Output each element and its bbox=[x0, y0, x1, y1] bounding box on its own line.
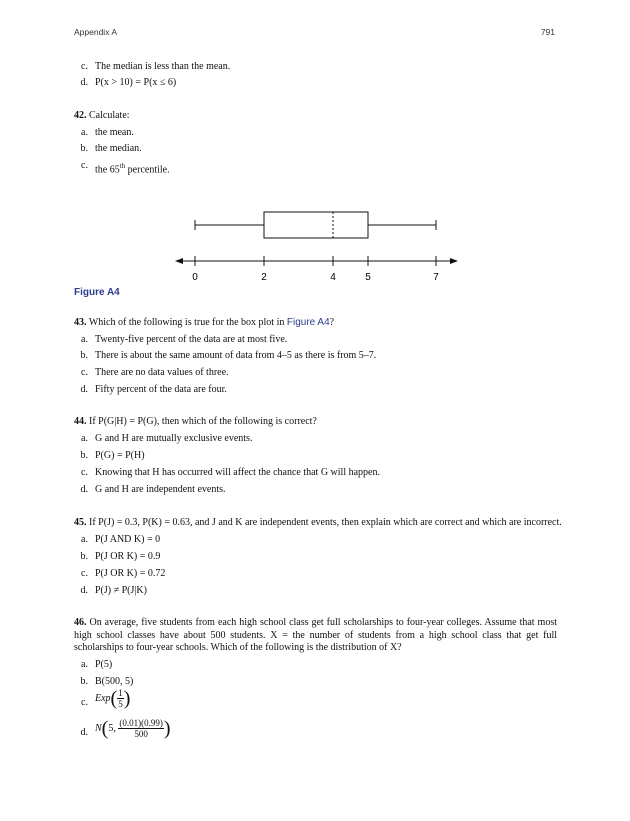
option-letter: a. bbox=[81, 534, 88, 545]
q42-option-a: the mean. bbox=[95, 127, 134, 138]
q45-option-b: P(J OR K) = 0.9 bbox=[95, 551, 161, 562]
fraction-denominator: 500 bbox=[134, 729, 148, 740]
q44-stem bbox=[74, 416, 317, 428]
q46-option-c: Exp( $\frac{1}{5}$ ) bbox=[95, 687, 131, 710]
q42-option-c-pre: the 65 bbox=[95, 164, 120, 176]
option-letter: b. bbox=[80, 551, 88, 562]
left-arrow bbox=[175, 258, 183, 264]
option-letter: a. bbox=[81, 127, 88, 138]
question-number: 43. bbox=[74, 317, 87, 328]
q42-option-b: the median. bbox=[95, 143, 142, 154]
option-letter: d. bbox=[80, 77, 88, 88]
q42-option-c bbox=[95, 160, 170, 176]
q43-stem bbox=[74, 317, 334, 329]
q45-option-a: P(J AND K) = 0 bbox=[95, 534, 161, 545]
q43-option-a: Twenty-five percent of the data are at most five. bbox=[95, 334, 288, 345]
tick-label: 7 bbox=[433, 272, 439, 283]
q42-stem-text: Calculate: bbox=[89, 110, 130, 121]
option-letter: c. bbox=[81, 467, 88, 478]
fraction-numerator: 1 bbox=[118, 688, 123, 699]
q43-stem-text: Which of the following is true for the box plot in bbox=[88, 317, 287, 328]
q44-option-d: G and H are independent events. bbox=[95, 484, 226, 495]
q46-stem-text: On average, five students from each high school class get full scholarships to four-year colleges. Assume that most high school classes have about 500 students. X = the number of students from a high school class that get full scholarships to four-year schools. Which of the following is the distribution of X? bbox=[74, 617, 558, 654]
q45-stem-text: If P(J) = 0.3, P(K) = 0.63, and J and K are independent events, then explain which are correct and which are incorrect. bbox=[89, 517, 562, 528]
box-plot-figure bbox=[170, 205, 470, 285]
option-letter: c. bbox=[81, 568, 88, 579]
option-letter: b. bbox=[80, 676, 88, 687]
tick-label: 4 bbox=[330, 272, 336, 283]
tick-label: 5 bbox=[365, 272, 371, 283]
q43-stem-end: ? bbox=[329, 317, 335, 328]
option-letter: c. bbox=[81, 367, 88, 378]
q44-option-b: P(G) = P(H) bbox=[95, 450, 145, 461]
normal-mean: 5, bbox=[108, 723, 116, 734]
q46-option-a: P(5) bbox=[95, 659, 113, 670]
superscript: th bbox=[119, 162, 126, 170]
tick-label: 0 bbox=[192, 272, 198, 283]
q45-option-c: P(J OR K) = 0.72 bbox=[95, 568, 166, 579]
option-letter: b. bbox=[80, 143, 88, 154]
q45-stem bbox=[74, 517, 562, 529]
q43-option-b: There is about the same amount of data from 4–5 as there is from 5–7. bbox=[95, 350, 377, 361]
normal-label: N bbox=[95, 723, 102, 734]
fraction-numerator: (0.01)(0.99) bbox=[119, 718, 163, 729]
running-header-left: Appendix A bbox=[74, 27, 118, 37]
question-number: 44. bbox=[74, 416, 87, 427]
q44-option-c: Knowing that H has occurred will affect the chance that G will happen. bbox=[95, 467, 380, 478]
q43-option-c: There are no data values of three. bbox=[95, 367, 229, 378]
tick-label: 2 bbox=[261, 272, 267, 283]
q46-stem bbox=[74, 617, 557, 655]
option-letter: c. bbox=[81, 61, 88, 72]
q46-option-d: N(5, $\frac{(0.01)(0.99)}{500}$ ) bbox=[95, 717, 171, 740]
box bbox=[264, 212, 368, 238]
q44-option-a: G and H are mutually exclusive events. bbox=[95, 433, 253, 444]
question-number: 45. bbox=[74, 517, 87, 528]
q41-option-d: P(x > 10) = P(x ≤ 6) bbox=[95, 77, 177, 88]
q42-stem bbox=[74, 110, 130, 122]
option-letter: d. bbox=[80, 484, 88, 495]
figure-caption: Figure A4 bbox=[74, 287, 120, 298]
option-letter: b. bbox=[80, 350, 88, 361]
q44-stem-text: If P(G|H) = P(G), then which of the following is correct? bbox=[89, 416, 317, 427]
q46-option-b: B(500, 5) bbox=[95, 676, 134, 687]
question-number: 42. bbox=[74, 110, 87, 121]
option-letter: d. bbox=[80, 727, 88, 738]
option-letter: a. bbox=[81, 334, 88, 345]
option-letter: d. bbox=[80, 384, 88, 395]
q42-option-c-post: percentile. bbox=[125, 164, 170, 176]
figure-link[interactable]: Figure A4 bbox=[286, 317, 330, 328]
question-number: 46. bbox=[74, 617, 87, 628]
option-letter: a. bbox=[81, 659, 88, 670]
q41-option-c: The median is less than the mean. bbox=[95, 61, 231, 72]
option-letter: d. bbox=[80, 585, 88, 596]
fraction bbox=[118, 718, 164, 739]
fraction-denominator: 5 bbox=[118, 699, 123, 710]
right-arrow bbox=[450, 258, 458, 264]
option-letter: a. bbox=[81, 433, 88, 444]
option-letter: c. bbox=[81, 697, 88, 708]
q43-option-d: Fifty percent of the data are four. bbox=[95, 384, 227, 395]
option-letter: b. bbox=[80, 450, 88, 461]
option-letter: c. bbox=[81, 160, 88, 171]
page-number: 791 bbox=[540, 27, 555, 37]
exp-label: Exp bbox=[95, 693, 111, 704]
q45-option-d: P(J) ≠ P(J|K) bbox=[95, 585, 147, 596]
